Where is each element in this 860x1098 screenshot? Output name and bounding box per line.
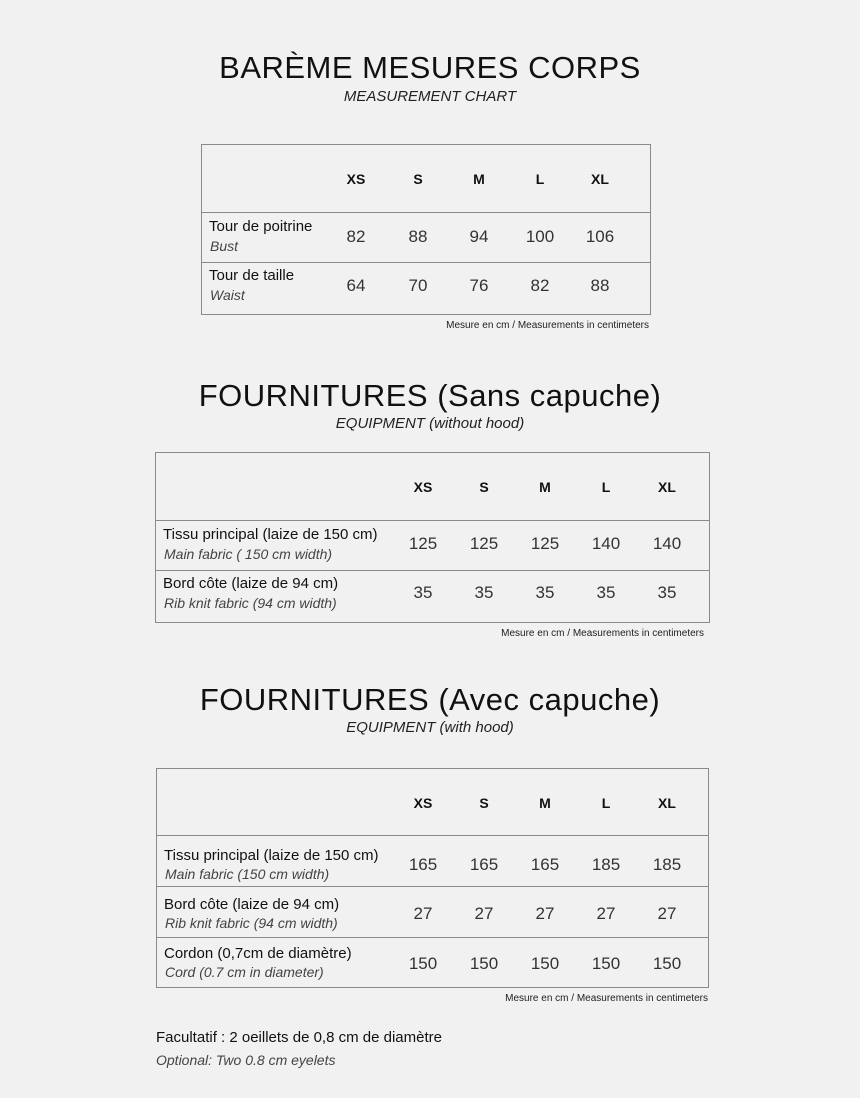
row-label-fr: Tissu principal (laize de 150 cm) [163,526,378,543]
table-row [156,521,709,571]
row-label-en: Waist [210,287,245,303]
cell-value: 165 [530,855,560,874]
cell-value: 82 [530,276,550,295]
cell-value: 27 [657,904,677,923]
size-header-m: M [473,171,485,187]
section-subtitle: EQUIPMENT (with hood) [346,719,514,736]
row-label-en: Main fabric (150 cm width) [165,866,330,882]
size-header-m: M [539,795,551,811]
row-label-fr: Tour de poitrine [209,218,313,235]
section-title: FOURNITURES (Avec capuche) [199,682,661,717]
cell-value: 150 [652,954,682,973]
cell-value: 82 [346,227,366,246]
row-label-fr: Bord côte (laize de 94 cm) [164,896,340,913]
cell-value: 27 [413,904,433,923]
size-header-m: M [539,479,551,495]
size-header-l: L [535,171,545,187]
cell-value: 64 [346,276,366,295]
cell-value: 165 [469,855,499,874]
table-row [157,938,708,987]
equipment-table [155,452,710,623]
row-label-en: Bust [210,238,239,254]
cell-value: 125 [408,534,438,553]
section-subtitle: MEASUREMENT CHART [343,88,517,105]
measurement-table [201,144,651,315]
cell-value: 27 [596,904,616,923]
cell-value: 185 [652,855,682,874]
table-footnote: Mesure en cm / Measurements in centimeters [501,628,704,639]
row-label-fr: Tour de taille [209,267,295,284]
cell-value: 35 [535,583,555,602]
table-footnote: Mesure en cm / Measurements in centimeters [505,993,708,1004]
size-header-s: S [479,479,489,495]
cell-value: 125 [530,534,560,553]
optional-note-fr: Facultatif : 2 oeillets de 0,8 cm de diamètre [156,1029,442,1046]
cell-value: 35 [596,583,616,602]
cell-value: 70 [408,276,428,295]
size-header-l: L [601,479,611,495]
size-header-xs: XS [346,171,366,187]
size-header-xl: XL [658,479,676,495]
cell-value: 150 [408,954,438,973]
row-label-en: Cord (0.7 cm in diameter) [165,964,324,980]
size-header-xs: XS [413,795,433,811]
size-header-xs: XS [413,479,433,495]
size-header-xl: XL [591,171,609,187]
section-title: FOURNITURES (Sans capuche) [198,378,662,413]
size-header-s: S [479,795,489,811]
cell-value: 94 [469,227,489,246]
row-label-fr: Tissu principal (laize de 150 cm) [164,847,379,864]
equipment-table [156,768,709,988]
size-header-xl: XL [658,795,676,811]
table-header-row [157,769,708,836]
cell-value: 100 [525,227,555,246]
cell-value: 35 [657,583,677,602]
cell-value: 185 [591,855,621,874]
section-subtitle: EQUIPMENT (without hood) [335,415,525,432]
table-header-row [202,145,650,213]
table-footnote: Mesure en cm / Measurements in centimeters [446,320,649,331]
optional-note-en: Optional: Two 0.8 cm eyelets [156,1052,336,1068]
row-label-fr: Cordon (0,7cm de diamètre) [164,945,352,962]
size-header-s: S [413,171,423,187]
cell-value: 35 [413,583,433,602]
cell-value: 27 [474,904,494,923]
cell-value: 76 [469,276,489,295]
row-label-en: Rib knit fabric (94 cm width) [165,915,338,931]
size-header-l: L [601,795,611,811]
cell-value: 140 [591,534,621,553]
cell-value: 125 [469,534,499,553]
table-row [157,887,708,938]
row-label-en: Rib knit fabric (94 cm width) [164,595,337,611]
cell-value: 27 [535,904,555,923]
cell-value: 150 [469,954,499,973]
cell-value: 35 [474,583,494,602]
table-row [202,213,650,263]
row-label-fr: Bord côte (laize de 94 cm) [163,575,339,592]
section-title: BARÈME MESURES CORPS [219,50,641,85]
table-row [156,571,709,622]
cell-value: 88 [408,227,428,246]
cell-value: 88 [590,276,610,295]
cell-value: 140 [652,534,682,553]
cell-value: 165 [408,855,438,874]
cell-value: 106 [585,227,615,246]
cell-value: 150 [591,954,621,973]
table-row [157,836,708,887]
table-header-row [156,453,709,521]
row-label-en: Main fabric ( 150 cm width) [164,546,333,562]
table-row [202,263,650,314]
cell-value: 150 [530,954,560,973]
